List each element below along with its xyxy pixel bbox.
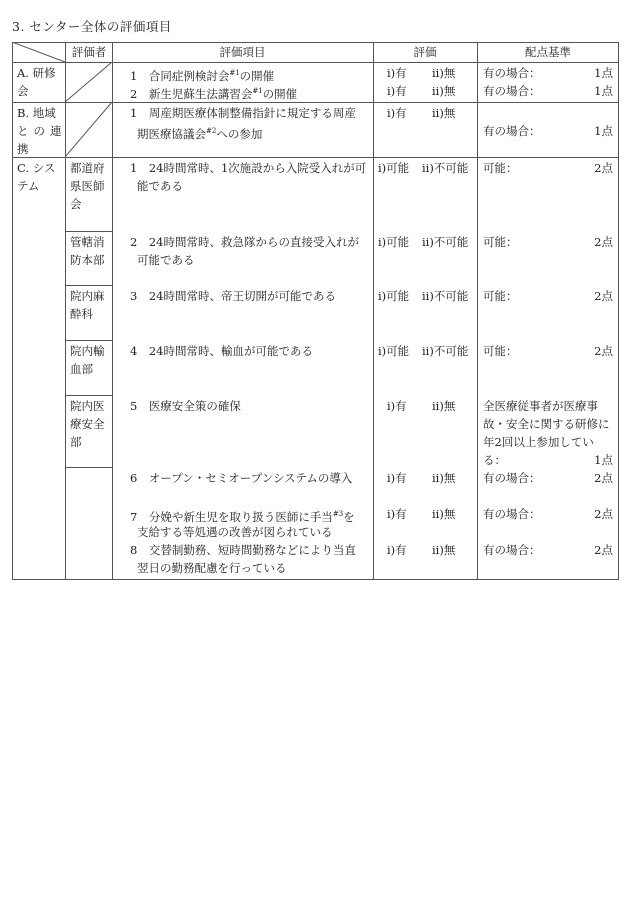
rating-no: ii)無 bbox=[432, 543, 456, 557]
rating-yes: i)有 bbox=[387, 84, 407, 98]
table-border-left bbox=[12, 42, 13, 580]
criteria-c5: る： 1点 bbox=[483, 453, 613, 467]
criteria-c5: 年2回以上参加してい bbox=[483, 435, 594, 449]
item-c7: 7 分娩や新生児を取り扱う医師に手当$^{\#3}$を bbox=[130, 510, 355, 524]
table-border-bottom bbox=[12, 579, 619, 580]
evaluator-c2: 管轄消 bbox=[70, 235, 105, 249]
rating-no: ii)無 bbox=[432, 507, 456, 521]
evaluator-c3: 酔科 bbox=[70, 307, 93, 321]
rating-yes: i)可能 bbox=[378, 161, 410, 175]
criteria-c6: 有の場合： 2点 bbox=[483, 471, 613, 485]
criteria-c3: 可能： 2点 bbox=[483, 289, 613, 303]
header-evaluator: 評価者 bbox=[71, 45, 107, 59]
section-b-label-3: 携 bbox=[17, 142, 29, 156]
criteria-c7: 有の場合： 2点 bbox=[483, 507, 613, 521]
item-c6: 6 オープン・セミオープンシステムの導入 bbox=[130, 471, 353, 485]
rating-no: ii)不可能 bbox=[422, 289, 469, 303]
criteria-c1: 可能： 2点 bbox=[483, 161, 613, 175]
evaluator-c4: 院内輸 bbox=[70, 344, 105, 358]
evaluator-c1: 県医師 bbox=[70, 179, 105, 193]
section-title: 3. センター全体の評価項目 bbox=[12, 19, 172, 34]
evaluator-c5: 療安全 bbox=[70, 417, 105, 431]
criteria-c5: 全医療従事者が医療事 bbox=[483, 399, 598, 413]
item-b1: 1 周産期医療体制整備指針に規定する周産 bbox=[130, 106, 356, 120]
rating-yes: i)可能 bbox=[378, 344, 410, 358]
rating-yes: i)有 bbox=[387, 543, 407, 557]
criteria-c8: 有の場合： 2点 bbox=[483, 543, 613, 557]
rating-yes: i)有 bbox=[387, 507, 407, 521]
rating-no: ii)無 bbox=[432, 471, 456, 485]
item-c1-cont: 能である bbox=[137, 179, 183, 193]
rating-no: ii)不可能 bbox=[422, 161, 469, 175]
item-c5: 5 医療安全策の確保 bbox=[130, 399, 241, 413]
rating-no: ii)無 bbox=[432, 84, 456, 98]
section-c-label: C. シス bbox=[17, 161, 56, 175]
col-divider bbox=[373, 42, 374, 580]
criteria-c4: 可能： 2点 bbox=[483, 344, 613, 358]
item-a2: 2 新生児蘇生法講習会$^{\#1}$の開催 bbox=[130, 87, 298, 101]
item-c2-cont: 可能である bbox=[137, 253, 195, 267]
item-c8-cont: 翌日の勤務配慮を行っている bbox=[137, 561, 287, 575]
criteria-a2: 有の場合： 1点 bbox=[483, 84, 613, 98]
evaluator-c5: 部 bbox=[70, 435, 82, 449]
evaluator-c2: 防本部 bbox=[70, 253, 105, 267]
item-c8: 8 交替制勤務、短時間勤務などにより当直 bbox=[130, 543, 356, 557]
item-c3: 3 24時間常時、帝王切開が可能である bbox=[130, 289, 336, 303]
evaluator-c3: 院内麻 bbox=[70, 289, 105, 303]
rating-no: ii)無 bbox=[432, 106, 456, 120]
subrow-divider bbox=[65, 467, 113, 468]
section-b-label-2: との連 bbox=[17, 124, 67, 138]
subrow-divider bbox=[65, 340, 113, 341]
header-diagonal bbox=[12, 42, 66, 63]
rating-yes: i)有 bbox=[387, 66, 407, 80]
rating-no: ii)無 bbox=[432, 66, 456, 80]
subrow-divider bbox=[65, 395, 113, 396]
evaluator-c4: 血部 bbox=[70, 362, 93, 376]
evaluator-c1: 会 bbox=[70, 197, 82, 211]
item-c4: 4 24時間常時、輸血が可能である bbox=[130, 344, 313, 358]
header-item: 評価項目 bbox=[219, 45, 266, 59]
section-b-label: B. 地域 bbox=[17, 106, 56, 120]
evaluator-na-diagonal-a bbox=[65, 62, 113, 103]
criteria-b1: 有の場合： 1点 bbox=[483, 124, 613, 138]
criteria-c5: 故・安全に関する研修に bbox=[483, 417, 610, 431]
rating-no: ii)不可能 bbox=[422, 344, 469, 358]
evaluator-na-diagonal-b bbox=[65, 102, 113, 158]
subrow-divider bbox=[65, 231, 113, 232]
rating-yes: i)有 bbox=[387, 399, 407, 413]
criteria-c2: 可能： 2点 bbox=[483, 235, 613, 249]
col-divider bbox=[477, 42, 478, 580]
rating-no: ii)不可能 bbox=[422, 235, 469, 249]
section-c-label-2: テム bbox=[17, 179, 40, 193]
evaluator-c1: 都道府 bbox=[70, 161, 105, 175]
rating-yes: i)可能 bbox=[378, 289, 410, 303]
table-border-right bbox=[618, 42, 619, 580]
item-b1-cont: 期医療協議会$^{\#2}$への参加 bbox=[137, 127, 263, 141]
item-c7-cont: 支給する等処遇の改善が図られている bbox=[137, 525, 333, 539]
item-a1: 1 合同症例検討会$^{\#1}$の開催 bbox=[130, 69, 275, 83]
rating-yes: i)有 bbox=[387, 471, 407, 485]
header-criteria: 配点基準 bbox=[525, 45, 571, 59]
item-c2: 2 24時間常時、救急隊からの直接受入れが bbox=[130, 235, 359, 249]
evaluation-table bbox=[12, 42, 619, 580]
rating-yes: i)有 bbox=[387, 106, 407, 120]
criteria-a1: 有の場合： 1点 bbox=[483, 66, 613, 80]
evaluator-c5: 院内医 bbox=[70, 399, 105, 413]
section-a-label: A. 研修 bbox=[17, 66, 56, 80]
item-c1: 1 24時間常時、1次施設から入院受入れが可 bbox=[130, 161, 367, 175]
header-rating: 評価 bbox=[413, 45, 437, 59]
section-a-label-2: 会 bbox=[17, 84, 29, 98]
subrow-divider bbox=[65, 285, 113, 286]
rating-no: ii)無 bbox=[432, 399, 456, 413]
rating-yes: i)可能 bbox=[378, 235, 410, 249]
